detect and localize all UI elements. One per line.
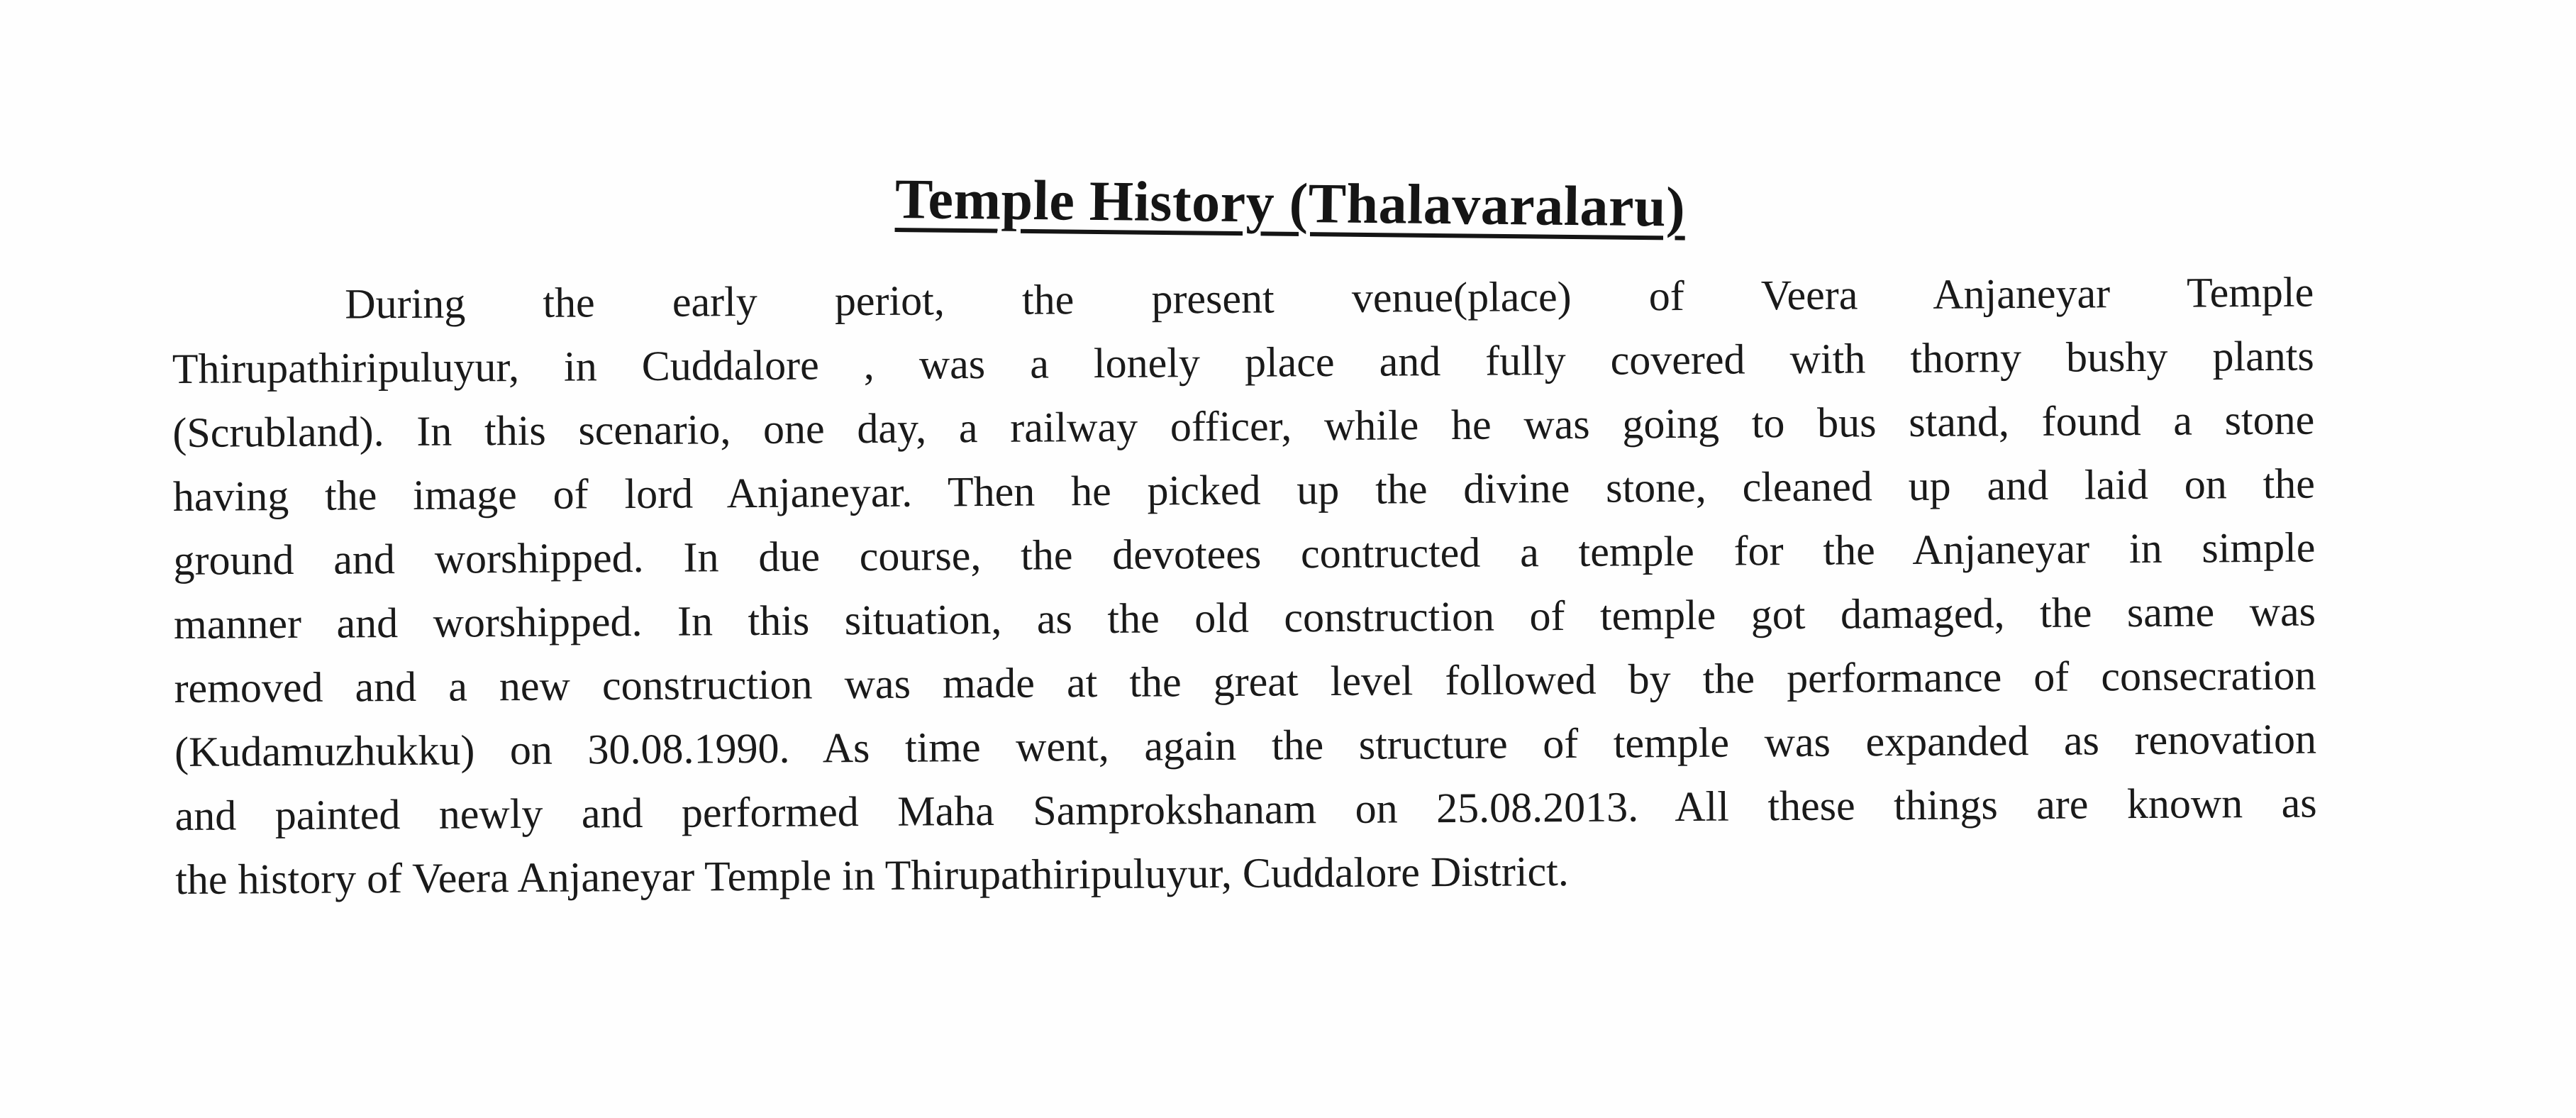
paragraph-line: and painted newly and performed Maha Samprokshanam on 25.08.2013. All these things are known as bbox=[174, 779, 2317, 839]
paragraph-line: manner and worshipped. In this situation, as the old construction of temple got damaged, the same was bbox=[173, 587, 2316, 648]
paragraph-line: the history of Veera Anjaneyar Temple in Thirupathiripuluyur, Cuddalore District. bbox=[175, 847, 1570, 903]
paragraph-line: (Scrubland). In this scenario, one day, a railway officer, while he was going to bus stand, found a stone bbox=[172, 396, 2315, 456]
paragraph-line: ground and worshipped. In due course, the devotees contructed a temple for the Anjaneyar in simple bbox=[173, 524, 2316, 584]
history-paragraph bbox=[172, 260, 2317, 912]
paragraph-line: removed and a new construction was made at the great level followed by the performance of consecration bbox=[174, 651, 2316, 712]
paragraph-line: During the early periot, the present venue(place) of Veera Anjaneyar Temple bbox=[345, 268, 2314, 328]
paragraph-line: Thirupathiripuluyur, in Cuddalore , was a lonely place and fully covered with thorny bushy plants bbox=[172, 332, 2314, 392]
paragraph-line: having the image of lord Anjaneyar. Then he picked up the divine stone, cleaned up and laid on the bbox=[172, 460, 2316, 520]
paragraph-line: (Kudamuzhukku) on 30.08.1990. As time went, again the structure of temple was expanded as renovation bbox=[174, 715, 2317, 775]
document-title: Temple History (Thalavaralaru) bbox=[894, 168, 1686, 239]
